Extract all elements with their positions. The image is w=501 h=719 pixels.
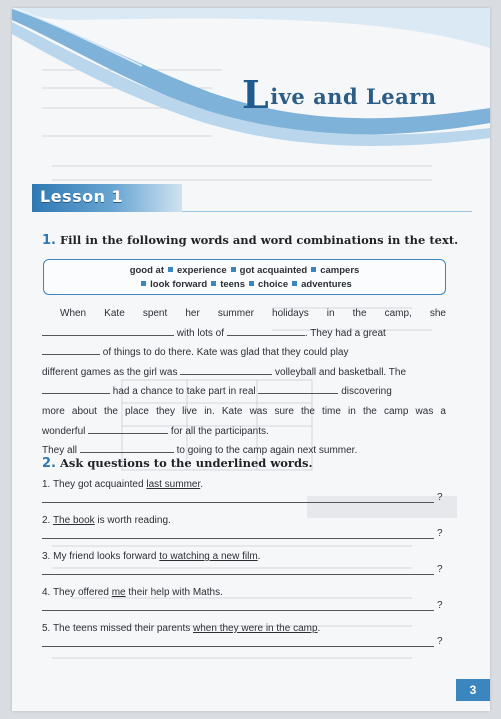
question-mark: ?: [437, 492, 443, 503]
question-mark: ?: [437, 528, 443, 539]
question-4: 4. They offered me their help with Maths.: [42, 587, 223, 598]
unit-title: [242, 72, 437, 117]
bullet-square-icon: [141, 281, 146, 286]
workbook-page: [12, 8, 490, 711]
text-line-5: had a chance to take part in real discovering: [42, 382, 446, 402]
blank-line[interactable]: [42, 345, 100, 355]
blank-line[interactable]: [88, 424, 168, 434]
text-line-2: with lots of . They had a great: [42, 324, 446, 344]
lesson-title: Lesson 1: [40, 187, 124, 206]
word-row-2: [44, 279, 445, 290]
task2-number: 2.: [42, 456, 56, 471]
lesson-divider: [182, 211, 472, 212]
blank-line[interactable]: [42, 384, 110, 394]
task1-heading: [42, 233, 458, 248]
text-line-6: more about the place they live in. Kate was sure the time in the camp was a: [42, 405, 446, 417]
word-item: experience: [177, 265, 227, 276]
word-item: choice: [258, 279, 289, 290]
bullet-square-icon: [249, 281, 254, 286]
unit-title-rest: ive and Learn: [270, 84, 437, 109]
question-1: 1. They got acquainted last summer.: [42, 479, 204, 490]
blank-line[interactable]: [180, 365, 272, 375]
answer-line-2[interactable]: [42, 538, 434, 539]
task2-instruction: Ask questions to the underlined words.: [60, 456, 313, 470]
task1-instruction: Fill in the following words and word combinations in the text.: [60, 233, 459, 247]
question-mark: ?: [437, 564, 443, 575]
word-box: [43, 259, 446, 295]
task1-number: 1.: [42, 233, 56, 248]
answer-line-3[interactable]: [42, 574, 434, 575]
word-item: good at: [129, 265, 164, 276]
gap-fill-text: [42, 304, 446, 461]
bullet-square-icon: [311, 267, 316, 272]
question-mark: ?: [437, 600, 443, 611]
question-mark: ?: [437, 636, 443, 647]
bullet-square-icon: [211, 281, 216, 286]
word-item: got acquainted: [239, 265, 308, 276]
word-row-1: [44, 265, 445, 276]
blank-line[interactable]: [42, 326, 174, 336]
blank-line[interactable]: [227, 326, 305, 336]
task2-heading: [42, 456, 312, 471]
word-item: look forward: [150, 279, 208, 290]
question-2: 2. The book is worth reading.: [42, 515, 171, 526]
word-item: campers: [320, 265, 360, 276]
text-line-8: They all to going to the camp again next summer.: [42, 445, 358, 457]
bullet-square-icon: [231, 267, 236, 272]
answer-line-1[interactable]: [42, 502, 434, 503]
text-line-7: wonderful for all the participants.: [42, 425, 269, 437]
word-item: teens: [220, 279, 246, 290]
text-line-3: of things to do there. Kate was glad that they could play: [42, 343, 446, 363]
unit-title-initial: L: [242, 72, 270, 117]
answer-line-5[interactable]: [42, 646, 434, 647]
answer-line-4[interactable]: [42, 610, 434, 611]
page-number: 3: [456, 679, 490, 701]
blank-line[interactable]: [258, 384, 338, 394]
text-line-4: different games as the girl was volleyball and basketball. The: [42, 366, 407, 378]
bullet-square-icon: [168, 267, 173, 272]
question-3: 3. My friend looks forward to watching a new film.: [42, 551, 261, 562]
word-item: adventures: [301, 279, 352, 290]
blank-line[interactable]: [80, 443, 174, 453]
text-line-1: When Kate spent her summer holidays in the camp, she: [60, 308, 446, 319]
question-5: 5. The teens missed their parents when they were in the camp.: [42, 623, 321, 634]
bullet-square-icon: [292, 281, 297, 286]
